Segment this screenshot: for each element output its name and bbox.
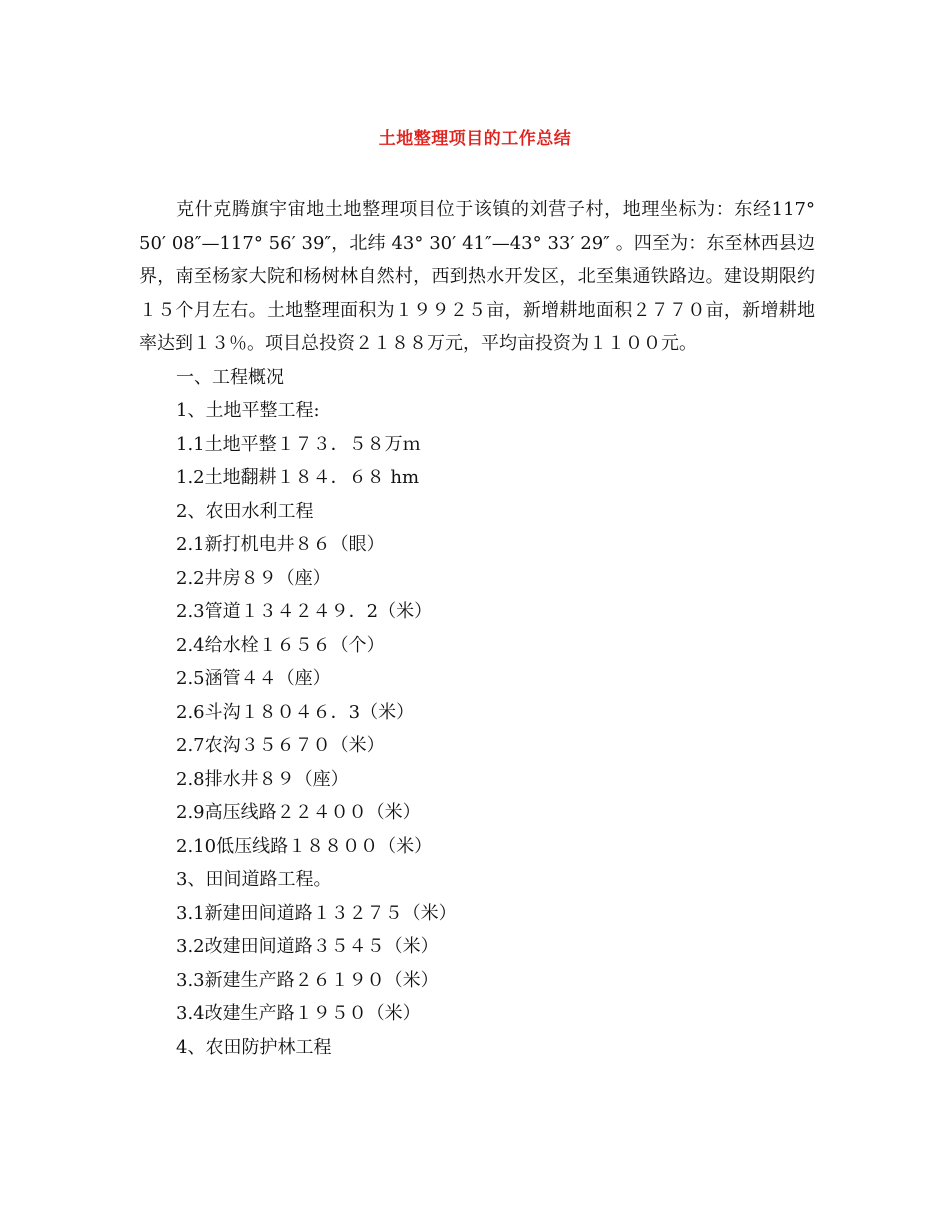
list-item: 3.2改建田间道路３５４５（米） bbox=[176, 936, 439, 957]
list-item: 1.1土地平整１７３．５８万ｍ bbox=[176, 433, 421, 455]
section-irrigation: 2、农田水利工程 bbox=[176, 500, 314, 522]
intro-paragraph: 克什克腾旗宇宙地土地整理项目位于该镇的刘营子村，地理坐标为：东经117° 50′ 08″—117° 56′ 39″，北纬 43° 30′ 41″—43° 33′ 29″ 。四至为：东至林西县边界，南至杨家大院和杨树林自然村，西到热水开发区，北至集通铁路边。建设期限约１５个月左右。土地整理面积为１９９２５亩，新增耕地面积２７７０亩，新增耕地率达到１３％。项目总投资２１８８万元，平均亩投资为１１００元。 bbox=[139, 199, 815, 354]
section-shelterbelt: 4、农田防护林工程 bbox=[176, 1036, 332, 1058]
list-item: 2.1新打机电井８６（眼） bbox=[176, 534, 385, 555]
document-body bbox=[139, 193, 815, 1064]
list-item: 3.3新建生产路２６１９０（米） bbox=[176, 969, 439, 991]
section-land-leveling: 1、土地平整工程: bbox=[176, 400, 320, 421]
list-item: 2.3管道１３４２４９．2（米） bbox=[176, 601, 433, 622]
section-heading-overview: 一、工程概况 bbox=[176, 366, 284, 388]
list-item: 2.10低压线路１８８００（米） bbox=[176, 835, 433, 857]
list-item: 3.4改建生产路１９５０（米） bbox=[176, 1003, 421, 1024]
list-item: 2.2井房８９（座） bbox=[176, 567, 331, 589]
list-item: 2.6斗沟１８０４６．3（米） bbox=[176, 701, 415, 723]
list-item: 2.5涵管４４（座） bbox=[176, 668, 331, 689]
document-title: 土地整理项目的工作总结 bbox=[378, 129, 572, 149]
list-item: 3.1新建田间道路１３２７５（米） bbox=[176, 902, 457, 924]
list-item: 2.8排水井８９（座） bbox=[176, 768, 349, 790]
list-item: 1.2土地翻耕１８４．６８ hm bbox=[176, 467, 420, 488]
list-item: 2.7农沟３５６７０（米） bbox=[176, 735, 385, 756]
section-field-roads: 3、田间道路工程。 bbox=[176, 869, 332, 890]
list-item: 2.9高压线路２２４００（米） bbox=[176, 802, 421, 823]
list-item: 2.4给水栓１６５６（个） bbox=[176, 634, 385, 656]
